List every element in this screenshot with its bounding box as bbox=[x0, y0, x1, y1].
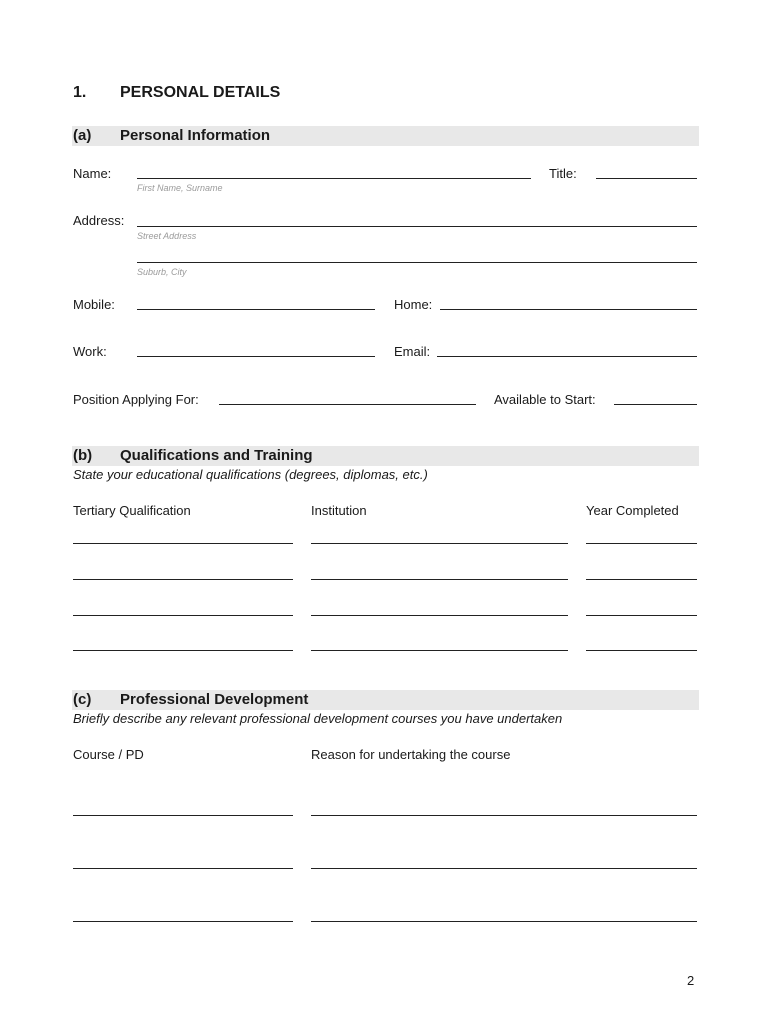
col-course-pd: Course / PD bbox=[73, 747, 144, 762]
qualification-field[interactable] bbox=[73, 543, 293, 544]
reason-field[interactable] bbox=[311, 815, 697, 816]
institution-field[interactable] bbox=[311, 579, 568, 580]
qualification-field[interactable] bbox=[73, 615, 293, 616]
name-field[interactable] bbox=[137, 178, 531, 179]
position-field[interactable] bbox=[219, 404, 476, 405]
pd-instruction: Briefly describe any relevant professional development courses you have undertaken bbox=[73, 711, 563, 726]
position-label: Position Applying For: bbox=[73, 392, 199, 407]
col-tertiary-qualification: Tertiary Qualification bbox=[73, 503, 191, 518]
email-label: Email: bbox=[394, 344, 431, 359]
year-field[interactable] bbox=[586, 615, 697, 616]
address-label: Address: bbox=[73, 213, 125, 228]
course-field[interactable] bbox=[73, 815, 293, 816]
qualifications-title: Qualifications and Training bbox=[120, 447, 313, 464]
email-field[interactable] bbox=[437, 356, 697, 357]
section-number: 1. bbox=[73, 84, 87, 101]
qualifications-letter: (b) bbox=[73, 447, 93, 464]
mobile-label: Mobile: bbox=[73, 297, 115, 312]
qualification-field[interactable] bbox=[73, 650, 293, 651]
institution-field[interactable] bbox=[311, 543, 568, 544]
year-field[interactable] bbox=[586, 579, 697, 580]
title-field[interactable] bbox=[596, 178, 697, 179]
year-field[interactable] bbox=[586, 543, 697, 544]
street-address-field[interactable] bbox=[137, 226, 697, 227]
year-field[interactable] bbox=[586, 650, 697, 651]
title-label: Title: bbox=[549, 166, 577, 181]
reason-field[interactable] bbox=[311, 921, 697, 922]
mobile-field[interactable] bbox=[137, 309, 375, 310]
col-reason: Reason for undertaking the course bbox=[311, 747, 511, 762]
col-institution: Institution bbox=[311, 503, 367, 518]
institution-field[interactable] bbox=[311, 650, 568, 651]
work-label: Work: bbox=[73, 344, 107, 359]
reason-field[interactable] bbox=[311, 868, 697, 869]
col-year-completed: Year Completed bbox=[586, 503, 679, 518]
name-label: Name: bbox=[73, 166, 112, 181]
suburb-city-hint: Suburb, City bbox=[137, 267, 187, 277]
available-field[interactable] bbox=[614, 404, 697, 405]
section-title: PERSONAL DETAILS bbox=[120, 84, 281, 101]
personal-info-title: Personal Information bbox=[120, 127, 271, 144]
institution-field[interactable] bbox=[311, 615, 568, 616]
name-hint: First Name, Surname bbox=[137, 183, 223, 193]
street-address-hint: Street Address bbox=[137, 231, 197, 241]
page-number: 2 bbox=[687, 973, 695, 988]
course-field[interactable] bbox=[73, 868, 293, 869]
work-field[interactable] bbox=[137, 356, 375, 357]
available-label: Available to Start: bbox=[494, 392, 596, 407]
pd-letter: (c) bbox=[73, 691, 92, 708]
suburb-city-field[interactable] bbox=[137, 262, 697, 263]
course-field[interactable] bbox=[73, 921, 293, 922]
qualification-field[interactable] bbox=[73, 579, 293, 580]
home-field[interactable] bbox=[440, 309, 697, 310]
personal-info-letter: (a) bbox=[73, 127, 92, 144]
home-label: Home: bbox=[394, 297, 433, 312]
pd-title: Professional Development bbox=[120, 691, 309, 708]
qualifications-instruction: State your educational qualifications (degrees, diplomas, etc.) bbox=[73, 467, 428, 482]
